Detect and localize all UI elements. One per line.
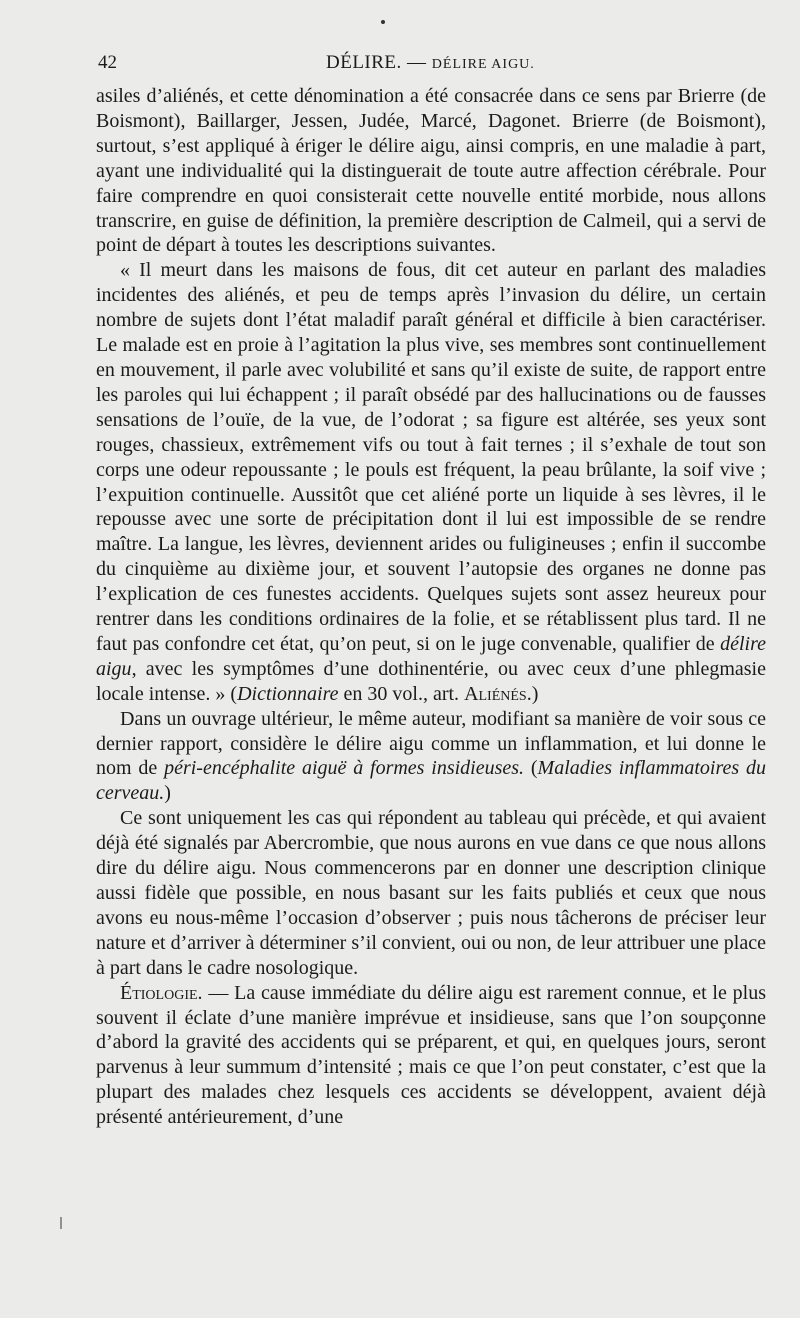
italic-text: Maladies inflammatoires du cerveau. — [96, 757, 766, 805]
smallcaps-text: Aliénés — [464, 682, 527, 705]
text-run: ) — [164, 782, 171, 805]
body-text — [96, 84, 766, 1130]
paragraph — [96, 981, 766, 1130]
paragraph — [96, 806, 766, 980]
italic-text: péri-encéphalite aiguë à formes insidieuses. — [164, 757, 525, 780]
text-run: « Il meurt dans les maisons de fous, dit cet auteur en parlant des maladies incidentes des aliénés, et peu de temps après l’invasion du délire, un certain nombre de sujets dont l’état maladif paraît général et difficile à bien caractériser. Le malade est en proie à l’agitation la plus vive, ses membres sont continuellement en mouvement, il parle avec volubilité et sans qu’il existe de suite, de rapport entre les paroles qui lui échappent ; il paraît obsédé par des hallucinations ou de fausses sensations de l’ouïe, de la vue, de l’odorat ; sa figure est altérée, ses yeux sont rouges, chassieux, extrêmement vifs ou tout à fait ternes ; il s’exhale de tout son corps une odeur repoussante ; le pouls est fréquent, la peau brûlante, la soif vive ; l’expuition continuelle. Aussitôt que cet aliéné porte un liquide à ses lèvres, il le repousse avec une sorte de précipitation dont il lui est impossible de se rendre maître. La langue, les lèvres, deviennent arides ou fuligineuses ; enfin il succombe du cinquième au dixième jour, et souvent l’autopsie des organes ne donne pas l’explication de ces funestes accidents. Quelques sujets sont assez heureux pour rentrer dans les conditions ordinaires de la folie, et se rétablissent plus tard. Il ne faut pas confondre cet état, qu’on peut, si on le juge convenable, qualifier de — [96, 259, 766, 655]
text-run: — La cause immédiate du délire aigu est rarement connue, et le plus souvent il éclate d’une manière imprévue et insidieuse, sans que l’on soupçonne d’abord la gravité des accidents qui se préparent, et qui, en quelques jours, seront parvenus à leur summum d’intensité ; mais ce que l’on peut constater, c’est que la plupart des malades chez lesquels ces accidents se développent, avaient déjà présenté antérieurement, d’une — [96, 981, 766, 1129]
italic-text: Dictionnaire — [237, 682, 339, 705]
margin-mark — [60, 1217, 62, 1229]
printer-dot — [381, 20, 385, 24]
smallcaps-text: Étiologie. — [120, 981, 203, 1004]
paragraph — [96, 84, 766, 258]
text-run: ( — [524, 757, 538, 780]
text-run: en 30 vol., art. — [338, 682, 465, 705]
running-title — [326, 52, 535, 74]
text-run: asiles d’aliénés, et cette dénomination a été consacrée dans ce sens par Brierre (de Boismont), Baillarger, Jessen, Judée, Marcé, Dagonet. Brierre (de Boismont), surtout, s’est appliqué à ériger le délire aigu, ainsi compris, en une maladie à part, ayant une individualité qui la distinguerait de toute autre affection cérébrale. Pour faire comprendre en quoi consisterait cette nouvelle entité morbide, nous allons transcrire, en guise de définition, la première description de Calmeil, qui a servi de point de départ à toutes les descriptions suivantes. — [96, 85, 766, 257]
page-number: 42 — [98, 52, 117, 73]
text-run: Dans un ouvrage ultérieur, le même auteur, modifiant sa manière de voir sous ce dernier rapport, considère le délire aigu comme un inflammation, et lui donne le nom de — [96, 707, 766, 780]
running-title-sub: DÉLIRE AIGU. — [431, 57, 535, 72]
paragraph — [96, 707, 766, 807]
running-header — [98, 52, 766, 80]
text-run: , avec les symptômes d’une dothinentérie, ou avec ceux d’une phlegmasie locale intense. » ( — [96, 657, 766, 705]
paragraph — [96, 258, 766, 706]
text-run: Ce sont uniquement les cas qui répondent au tableau qui précède, et qui avaient déjà été signalés par Abercrombie, que nous aurons en vue dans ce que nous allons dire du délire aigu. Nous commencerons par en donner une description clinique aussi fidèle que possible, en nous basant sur les faits publiés et ceux que nous avons eu nous-même l’occasion d’observer ; puis nous tâcherons de préciser leur nature et d’arriver à déterminer s’il convient, oui ou non, de leur attribuer une place à part dans le cadre nosologique. — [96, 807, 766, 979]
italic-text: délire aigu — [96, 632, 766, 680]
running-title-dash: — — [407, 52, 427, 73]
text-run: .) — [526, 682, 539, 705]
running-title-main: DÉLIRE. — [326, 52, 402, 73]
